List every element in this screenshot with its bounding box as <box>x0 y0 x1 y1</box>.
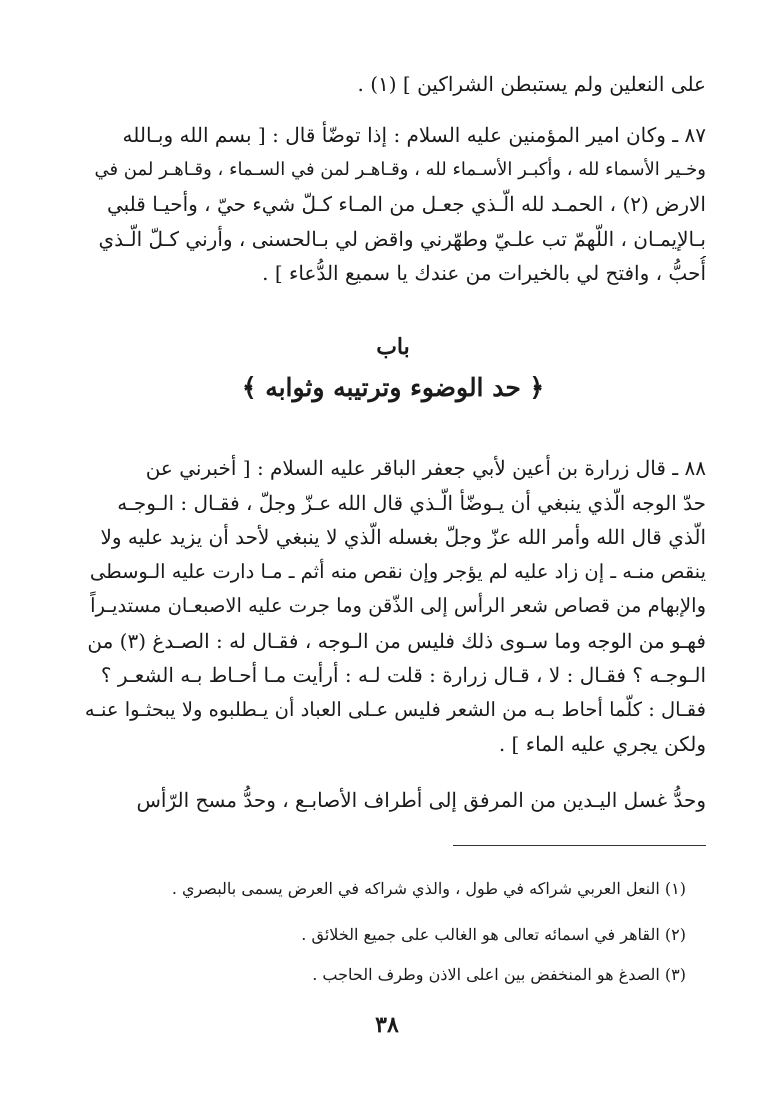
paragraph-88 <box>80 451 706 762</box>
text-line: الارض (٢) ، الحمـد لله الّـذي جعـل من المـاء كـلّ شيء حيّ ، وأحيـا قلبي <box>106 192 706 216</box>
page-number: ٣٨ <box>375 1012 399 1038</box>
text-line: ٨٧ ـ وكان امير المؤمنين عليه السلام : إذا توضّأ قال : [ بسم الله وبـالله <box>122 123 706 147</box>
text-line: ٨٨ ـ قال زرارة بن أعين لأبي جعفر الباقر عليه السلام : [ أخبرني عن <box>145 456 706 480</box>
section-label: باب <box>376 334 410 360</box>
paragraph-continuation <box>80 67 706 102</box>
footnote-1: (١) النعل العربي شراكه في طول ، والذي شراكه في العرض يسمى بالبصري . <box>171 879 686 898</box>
paragraph-87 <box>80 118 706 291</box>
paragraph-88-continued <box>80 783 706 818</box>
text-line: حدّ الوجه الّذي ينبغي أن يـوضّأ الّـذي قال الله عـزّ وجلّ ، فقـال : الـوجـه <box>117 490 706 515</box>
text-line: الـوجـه ؟ فقـال : لا ، قـال زرارة : قلت لـه : أرأيت مـا أحـاط بـه الشعـر ؟ <box>100 663 706 687</box>
text-line: على النعلين ولم يستبطن الشراكين ] (١) . <box>357 72 706 96</box>
text-line: الّذي قال الله وأمر الله عزّ وجلّ بغسله الّذي لا ينبغي لأحد أن يزيد عليه ولا <box>100 525 706 549</box>
text-line: والإبهام من قصاص شعر الرأس إلى الذّقن وما جرت عليه الاصبعـان مستديـراً <box>90 594 706 617</box>
text-line: أُحبُّ ، وافتح لي بالخيرات من عندك يا سميع الدُّعاء ] . <box>262 261 706 285</box>
text-line: بـالإيمـان ، اللّهمّ تب علـيّ وطهّرني واقض لي بـالحسنى ، وأرني كـلّ الّـذي <box>98 226 706 251</box>
footnote-divider <box>453 845 706 846</box>
text-line: وحدُّ غسل اليـدين من المرفق إلى أطراف الأصابـع ، وحدُّ مسح الرّأس <box>136 788 706 812</box>
text-line: فقـال : كلّما أحاط بـه من الشعر فليس عـلى العباد أن يـطلبوه ولا يبحثـوا عنـه <box>84 697 706 721</box>
text-line: ولكن يجري عليه الماء ] . <box>498 732 706 756</box>
footnote-3: (٣) الصدغ هو المنخفض بين اعلى الاذن وطرف الحاجب . <box>312 965 686 984</box>
text-line: وخـير الأسماء لله ، وأكبـر الأسـماء لله ، وقـاهـر لمن في السـماء ، وقـاهـر لمن في <box>94 158 706 180</box>
section-title: ﴿ حد الوضوء وترتيبه وثوابه ﴾ <box>241 373 545 402</box>
footnote-2: (٢) القاهر في اسمائه تعالى هو الغالب على جميع الخلائق . <box>301 925 686 944</box>
text-line: ينقص منـه ـ إن زاد عليه لم يؤجر وإن نقص منه أثم ـ مـا دارت عليه الـوسطى <box>89 559 706 583</box>
text-line: فهـو من الوجه وما سـوى ذلك فليس من الـوجه ، فقـال له : الصـدغ (٣) من <box>87 628 706 653</box>
